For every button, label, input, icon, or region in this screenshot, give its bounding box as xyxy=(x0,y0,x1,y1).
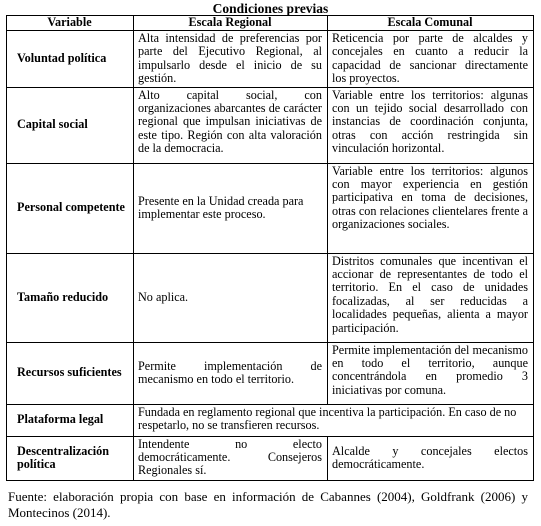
table-row xyxy=(7,87,534,163)
conditions-table xyxy=(6,15,534,481)
regional-cell: Alto capital social, con organizaciones abarcantes de carácter regional que impulsan iniciativas de este tipo. Región con alta valoración de la democracia. xyxy=(134,87,328,163)
table-title: Condiciones previas xyxy=(212,1,329,16)
table-row xyxy=(7,31,534,88)
comunal-cell: Variable entre los territorios: algunas con un tejido social desarrollado con instancias de coordinación conjunta, otras con acción restringida sin vinculación horizontal. xyxy=(328,87,534,163)
variable-cell: Voluntad política xyxy=(7,31,134,88)
variable-cell: Tamaño reducido xyxy=(7,253,134,342)
variable-cell: Personal competente xyxy=(7,163,134,253)
variable-cell: Recursos suficientes xyxy=(7,342,134,404)
header-variable: Variable xyxy=(7,16,134,31)
table-row xyxy=(7,253,534,342)
comunal-cell: Variable entre los territorios: algunos con mayor experiencia en gestión participativa en toma de decisiones, otras con relaciones clientelares frente a organizaciones sociales. xyxy=(328,163,534,253)
shared-cell: Fundada en reglamento regional que incentiva la participación. En caso de no respetarlo, no se transfieren recursos. xyxy=(134,404,534,436)
regional-cell: Intendente no electo democráticamente. Consejeros Regionales sí. xyxy=(134,436,328,480)
regional-cell: Presente en la Unidad creada para implementar este proceso. xyxy=(134,163,328,253)
table-row xyxy=(7,404,534,436)
comunal-cell: Alcalde y concejales electos democráticamente. xyxy=(328,436,534,480)
table-row xyxy=(7,163,534,253)
regional-cell: Permite implementación de mecanismo en todo el territorio. xyxy=(134,342,328,404)
header-comunal: Escala Comunal xyxy=(328,16,534,31)
variable-cell: Descentralización política xyxy=(7,436,134,480)
table-row xyxy=(7,436,534,480)
table-row xyxy=(7,342,534,404)
source-note: Fuente: elaboración propia con base en información de Cabannes (2004), Goldfrank (2006) y Montecinos (2014). xyxy=(8,489,528,520)
comunal-cell: Distritos comunales que incentivan el accionar de representantes de todo el territorio. En el caso de unidades focalizadas, al ser reducidas a localidades pequeñas, alienta a mayor participación. xyxy=(328,253,534,342)
comunal-cell: Reticencia por parte de alcaldes y concejales en cuanto a reducir la capacidad de sancionar directamente los proyectos. xyxy=(328,31,534,88)
regional-cell: Alta intensidad de preferencias por parte del Ejecutivo Regional, al impulsarlo desde el inicio de su gestión. xyxy=(134,31,328,88)
variable-cell: Plataforma legal xyxy=(7,404,134,436)
table-header-row xyxy=(7,16,534,31)
regional-cell: No aplica. xyxy=(134,253,328,342)
comunal-cell: Permite implementación del mecanismo en todo el territorio, aunque concentrándola en promedio 3 iniciativas por comuna. xyxy=(328,342,534,404)
variable-cell: Capital social xyxy=(7,87,134,163)
header-regional: Escala Regional xyxy=(134,16,328,31)
